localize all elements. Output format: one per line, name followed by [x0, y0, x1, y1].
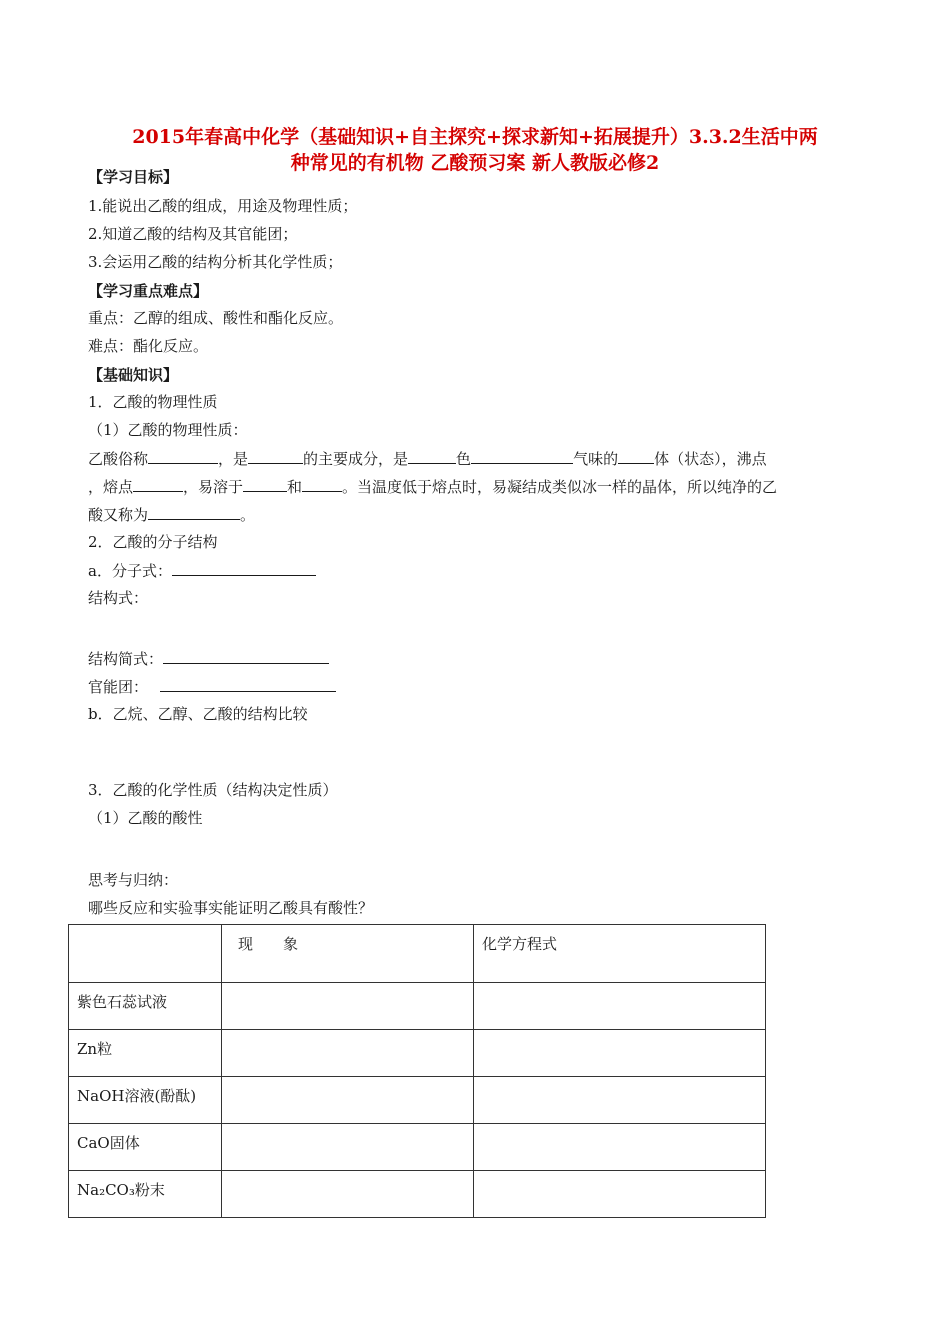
table-header-cell: 化学方程式: [474, 925, 766, 983]
table-header-row: [69, 925, 766, 983]
functional-group-line: 官能团：: [88, 676, 336, 697]
keypoints-heading: 【学习重点难点】: [88, 282, 209, 300]
blank-field[interactable]: [471, 448, 573, 464]
blank-field[interactable]: [243, 476, 287, 492]
equation-cell[interactable]: [474, 983, 766, 1030]
structure-compare-label: b．乙烷、乙醇、乙酸的结构比较: [88, 705, 308, 723]
equation-cell[interactable]: [474, 1171, 766, 1218]
table-row: [69, 1077, 766, 1124]
physical-properties-line-1: 乙酸俗称 ，是 的主要成分，是 色 气味的 体（状态），沸点: [88, 450, 767, 468]
reagent-cell: CaO固体: [69, 1124, 222, 1171]
blank-field[interactable]: [148, 504, 240, 520]
blank-field[interactable]: [248, 448, 303, 464]
molecular-formula-line: a．分子式：: [88, 560, 316, 581]
acidity-table: [68, 924, 766, 1218]
equation-cell[interactable]: [474, 1124, 766, 1171]
section-3-heading: 3．乙酸的化学性质（结构决定性质）: [88, 781, 338, 799]
phenomenon-cell[interactable]: [222, 1030, 474, 1077]
question-text: 哪些反应和实验事实能证明乙酸具有酸性？: [88, 899, 374, 917]
blank-field[interactable]: [148, 448, 218, 464]
page-title: [60, 124, 890, 176]
phenomenon-cell[interactable]: [222, 1171, 474, 1218]
key-point: 重点：乙醇的组成、酸性和酯化反应。: [88, 309, 344, 327]
section-2-heading: 2．乙酸的分子结构: [88, 533, 218, 551]
equation-cell[interactable]: [474, 1077, 766, 1124]
table-header-cell: 现 象: [222, 925, 474, 983]
goal-item: 1.能说出乙酸的组成，用途及物理性质；: [88, 197, 358, 215]
think-label: 思考与归纳：: [88, 871, 179, 889]
phenomenon-cell[interactable]: [222, 1077, 474, 1124]
blank-field[interactable]: [408, 448, 456, 464]
physical-properties-line-2: ，熔点 ，易溶于 和 。当温度低于熔点时，易凝结成类似冰一样的晶体，所以纯净的乙: [88, 478, 778, 496]
hard-point: 难点：酯化反应。: [88, 337, 209, 355]
goal-item: 3.会运用乙酸的结构分析其化学性质；: [88, 253, 343, 271]
table-row: [69, 1124, 766, 1171]
phenomenon-cell[interactable]: [222, 983, 474, 1030]
reagent-cell: NaOH溶液(酚酞): [69, 1077, 222, 1124]
reagent-cell: 紫色石蕊试液: [69, 983, 222, 1030]
goals-heading: 【学习目标】: [88, 168, 179, 186]
phenomenon-cell[interactable]: [222, 1124, 474, 1171]
blank-field[interactable]: [302, 476, 342, 492]
table-row: [69, 983, 766, 1030]
table-row: [69, 1030, 766, 1077]
functional-group-blank[interactable]: [160, 676, 336, 692]
equation-cell[interactable]: [474, 1030, 766, 1077]
blank-field[interactable]: [133, 476, 183, 492]
title-line-2: 种常见的有机物 乙酸预习案 新人教版必修2: [290, 152, 660, 174]
title-line-1: 2015年春高中化学（基础知识+自主探究+探求新知+拓展提升）3.3.2生活中两: [132, 126, 818, 148]
table-header-cell: [69, 925, 222, 983]
molecular-formula-blank[interactable]: [172, 560, 316, 576]
basics-heading: 【基础知识】: [88, 366, 179, 384]
blank-field[interactable]: [618, 448, 654, 464]
section-3-1-heading: （1）乙酸的酸性: [88, 809, 203, 827]
simplified-formula-line: 结构简式：: [88, 648, 329, 669]
section-1-heading: 1．乙酸的物理性质: [88, 393, 218, 411]
goal-item: 2.知道乙酸的结构及其官能团；: [88, 225, 298, 243]
physical-properties-line-3: 酸又称为 。: [88, 506, 256, 524]
reagent-cell: Zn粒: [69, 1030, 222, 1077]
section-1-1-heading: （1）乙酸的物理性质：: [88, 421, 248, 439]
structural-formula-label: 结构式：: [88, 589, 149, 607]
reagent-cell: Na₂CO₃粉末: [69, 1171, 222, 1218]
table-row: [69, 1171, 766, 1218]
simplified-formula-blank[interactable]: [163, 648, 329, 664]
